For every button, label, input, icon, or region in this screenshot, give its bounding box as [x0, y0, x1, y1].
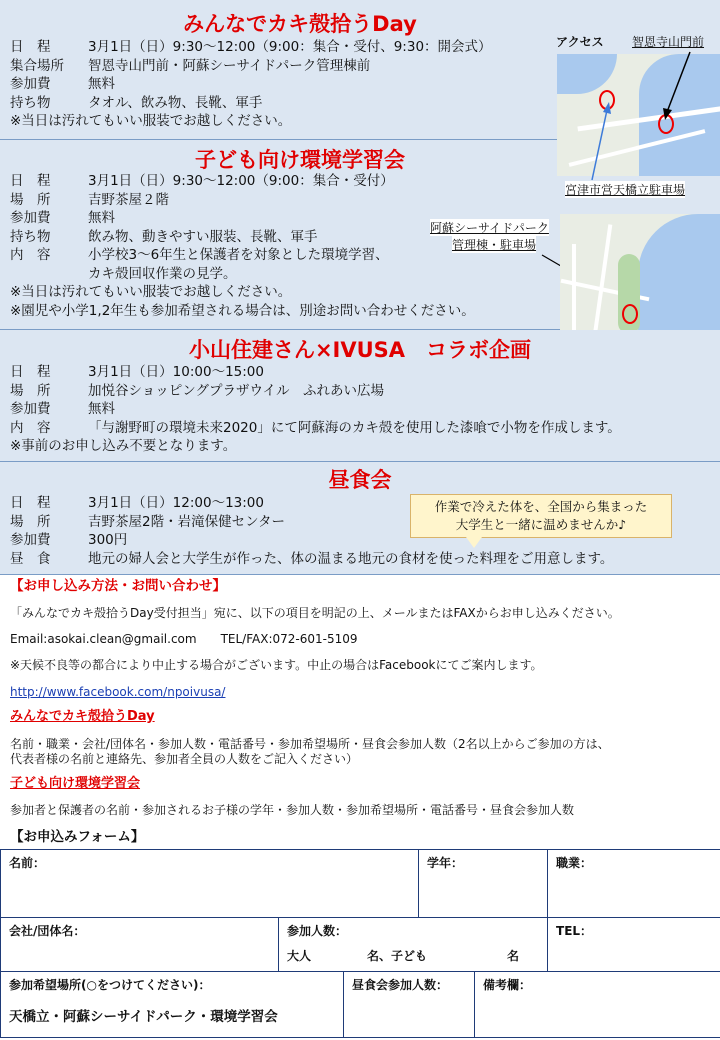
event4-row-label: 昼 食	[10, 550, 51, 567]
event2-row-label: 日 程	[10, 173, 51, 189]
lunch-label: 昼食会参加人数：	[352, 978, 449, 992]
event4-row-label: 場 所	[10, 513, 51, 530]
event3-row	[0, 400, 720, 419]
application-form	[0, 849, 720, 1038]
tel-field[interactable]	[548, 918, 720, 972]
event3-row-label: 日 程	[10, 364, 51, 380]
event2-row-value: 3月1日（日）9:30～12:00（9:00：集合・受付）	[88, 173, 394, 189]
access-title: アクセス	[556, 35, 604, 49]
event4-row-value: 吉野茶屋2階・岩滝保健センター	[88, 513, 286, 530]
event1-row-value: 智恩寺山門前・阿蘇シーサイドパーク管理棟前	[88, 57, 371, 74]
event2-row-label: 参加費	[10, 210, 51, 226]
event3-row-label: 内 容	[10, 419, 51, 436]
job-field[interactable]	[548, 850, 720, 918]
event4-row-label: 参加費	[10, 532, 51, 548]
event3-row	[0, 363, 720, 382]
event3-row-label: 参加費	[10, 401, 51, 417]
event4-title: 昼食会	[328, 468, 392, 492]
day-heading: みんなでカキ殻拾うDay	[10, 709, 155, 724]
event2-row-value: 無料	[88, 210, 115, 226]
place-options[interactable]: 天橋立・阿蘇シーサイドパーク・環境学習会	[9, 1009, 278, 1025]
event2-row-label	[0, 265, 88, 284]
event2-note-1: ※当日は汚れてもいい服装でお越しください。	[10, 284, 292, 300]
event2-row-value: カキ殻回収作業の見学。	[88, 265, 237, 282]
event4-row-value: 地元の婦人会と大学生が作った、体の温まる地元の食材を使った料理をご用意します。	[88, 550, 614, 567]
event3-row-value: 3月1日（日）10:00～15:00	[88, 364, 264, 380]
event3-row-value: 「与謝野町の環境未来2020」にて阿蘇海のカキ殻を使用した漆喰で小物を作成します。	[88, 419, 621, 436]
event1-row-label: 集合場所	[10, 57, 64, 74]
event3-row-value: 無料	[88, 401, 115, 417]
event2-title: 子ども向け環境学習会	[195, 148, 405, 172]
facebook-link[interactable]: http://www.facebook.com/npoivusa/	[10, 685, 226, 699]
event1-title: みんなでカキ殻拾うDay	[183, 12, 417, 36]
job-label: 職業：	[556, 856, 593, 870]
contact-instruction: 「みんなでカキ殻拾うDay受付担当」宛に、以下の項目を明記の上、メールまたはFAXからお申し込みください。	[10, 606, 620, 620]
contact-heading: 【お申し込み方法・お問い合わせ】	[10, 578, 226, 594]
bubble-line-1: 作業で冷えた体を、全国から集まった	[434, 499, 648, 514]
cancel-note: ※天候不良等の都合により中止する場合がございます。中止の場合はFacebookにてご案内します。	[10, 658, 543, 672]
mei-label: 名	[507, 949, 520, 963]
event2-row-label: 場 所	[10, 191, 51, 208]
event4-row-value: 3月1日（日）12:00～13:00	[88, 495, 264, 511]
event2-note-2: ※園児や小学1,2年生も参加希望される場合は、別途お問い合わせください。	[10, 302, 475, 319]
label-seaside-1: 阿蘇シーサイドパーク	[430, 221, 549, 235]
event1-row-value: 3月1日（日）9:30～12:00（9:00：集合・受付、9:30：開会式）	[88, 39, 492, 55]
tel-label: TEL：	[556, 924, 593, 938]
event3-row-label: 場 所	[10, 382, 51, 399]
grade-field[interactable]	[419, 850, 548, 918]
name-field[interactable]	[1, 850, 419, 918]
map-pin-seaside	[622, 304, 638, 324]
event4-row-value: 300円	[88, 532, 128, 548]
event2-row-label: 持ち物	[10, 228, 51, 245]
event3-note: ※事前のお申し込み不要となります。	[10, 438, 237, 454]
event4-row	[0, 550, 720, 569]
label-parking: 宮津市営天橋立駐車場	[565, 183, 686, 197]
kids-heading: 子ども向け環境学習会	[10, 776, 141, 791]
day-items-2: 代表者様の名前と連絡先、参加者全員の人数をご記入ください）	[10, 752, 359, 766]
event1-row-label: 日 程	[10, 39, 51, 55]
day-items-1: 名前・職業・会社/団体名・参加人数・電話番号・参加希望場所・昼食会参加人数（2名以上からご参加の方は、	[10, 737, 610, 751]
access-map-top	[557, 54, 720, 176]
place-label: 参加希望場所(○をつけてください)：	[9, 978, 211, 992]
bubble-line-2: 大学生と一緒に温めませんか♪	[455, 517, 627, 532]
map-pin-chionji	[658, 114, 674, 134]
company-field[interactable]	[1, 918, 279, 972]
event2-row-value: 小学校3～6年生と保護者を対象とした環境学習、	[88, 247, 389, 263]
kids-items: 参加者と保護者の名前・参加されるお子様の学年・参加人数・参加希望場所・電話番号・昼食会参加人数	[10, 803, 575, 817]
place-field[interactable]	[1, 972, 344, 1038]
company-label: 会社/団体名：	[9, 924, 86, 938]
bubble-tail	[466, 537, 482, 548]
event1-row-value: 無料	[88, 76, 115, 92]
count-field[interactable]	[279, 918, 548, 972]
label-seaside-2: 管理棟・駐車場	[452, 238, 537, 252]
lunch-field[interactable]	[344, 972, 475, 1038]
remarks-field[interactable]	[475, 972, 720, 1038]
event3-section	[0, 330, 720, 462]
access-map-bottom	[560, 214, 720, 346]
event1-row-label: 参加費	[10, 76, 51, 92]
event3-row-value: 加悦谷ショッピングプラザウイル ふれあい広場	[88, 382, 385, 399]
event3-row	[0, 419, 720, 438]
map-pin-parking	[599, 90, 615, 110]
child-label: 名、子ども	[367, 949, 428, 963]
event1-note: ※当日は汚れてもいい服装でお越しください。	[10, 113, 292, 129]
count-label: 参加人数：	[287, 924, 348, 938]
name-label: 名前：	[9, 856, 46, 870]
event3-row	[0, 382, 720, 401]
remarks-label: 備考欄：	[483, 978, 532, 992]
event4-row-label: 日 程	[10, 495, 51, 511]
adult-label: 大人	[287, 949, 312, 963]
event1-row-label: 持ち物	[10, 94, 51, 111]
event1-row-value: タオル、飲み物、長靴、軍手	[88, 94, 263, 111]
event2-row-value: 吉野茶屋２階	[88, 191, 169, 208]
label-chionji: 智恩寺山門前	[632, 35, 705, 49]
grade-label: 学年：	[427, 856, 464, 870]
event2-row-label: 内 容	[10, 247, 51, 263]
form-heading: 【お申込みフォーム】	[10, 829, 145, 845]
event3-title: 小山住建さん×IVUSA コラボ企画	[188, 338, 532, 362]
event2-row-value: 飲み物、動きやすい服装、長靴、軍手	[88, 228, 318, 245]
lunch-bubble	[410, 494, 672, 538]
contact-email-tel: Email:asokai.clean@gmail.com TEL/FAX:072-601-5109	[10, 632, 358, 646]
